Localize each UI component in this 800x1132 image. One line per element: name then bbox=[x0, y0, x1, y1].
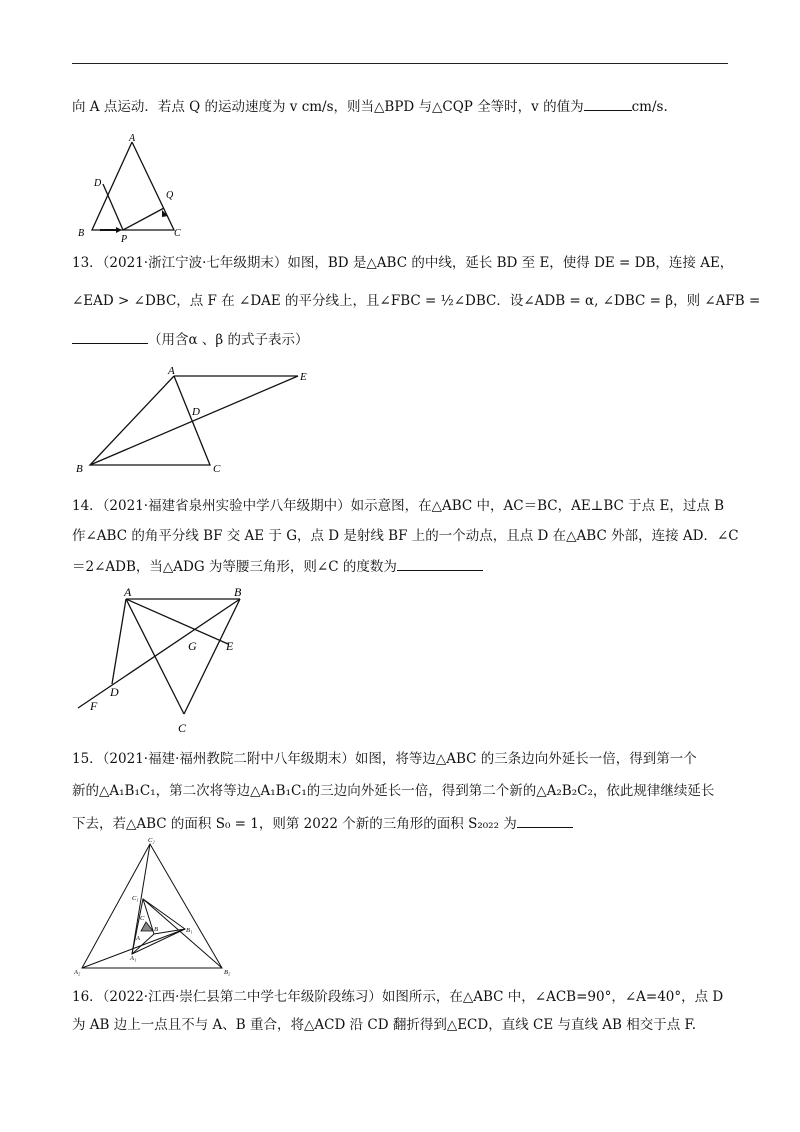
q13-text-2: ∠EAD > ∠DBC，点 F 在 ∠DAE 的平分线上，且∠FBC = ½∠DBC．设∠ADB = α, ∠DBC = β，则 ∠AFB = bbox=[72, 293, 761, 309]
header-rule bbox=[72, 63, 728, 64]
q15-text-3: 下去，若△ABC 的面积 S₀ = 1，则第 2022 个新的三角形的面积 S₂₀₂₂ 为 bbox=[72, 816, 517, 832]
answer-blank bbox=[584, 97, 632, 111]
q15-line-1 bbox=[72, 750, 697, 768]
q15-label-B2: B₂ bbox=[224, 969, 231, 976]
q12-label-C: C bbox=[174, 228, 181, 239]
q12-label-D: D bbox=[94, 178, 102, 189]
q14-text-2: 作∠ABC 的角平分线 BF 交 AE 于 G，点 D 是射线 BF 上的一个动点，且点 D 在△ABC 外部，连接 AD．∠C bbox=[72, 528, 739, 544]
q15-label-C2: C₂ bbox=[148, 837, 155, 844]
q12-text: 向 A 点运动．若点 Q 的运动速度为 v cm/s，则当△BPD 与△CQP 全等时，v 的值为 bbox=[72, 99, 584, 115]
q12-label-P: P bbox=[121, 234, 128, 244]
q12-label-Q: Q bbox=[166, 190, 174, 201]
q14-figure bbox=[72, 582, 282, 742]
q12-figure bbox=[76, 132, 186, 244]
q14-label-D: D bbox=[110, 685, 119, 699]
q13-line-2 bbox=[72, 292, 760, 310]
q16-line-1 bbox=[72, 988, 723, 1006]
q14-label-F: F bbox=[90, 699, 98, 713]
q13-text-1: 13．（2021·浙江宁波·七年级期末）如图，BD 是△ABC 的中线，延长 BD 至 E，使得 DE = DB，连接 AE， bbox=[72, 255, 734, 271]
q15-label-C: C bbox=[140, 915, 145, 922]
q15-text-1: 15．（2021·福建·福州教院二附中八年级期末）如图，将等边△ABC 的三条边向外延长一倍，得到第一个 bbox=[72, 751, 697, 767]
q14-line-1 bbox=[72, 497, 724, 515]
q14-label-B: B bbox=[234, 585, 242, 599]
q15-text-2: 新的△A₁B₁C₁，第二次将等边△A₁B₁C₁的三边向外延长一倍，得到第二个新的△A₂B₂C₂，依此规律继续延长 bbox=[72, 783, 715, 799]
q13-label-C: C bbox=[213, 463, 221, 475]
answer-blank bbox=[517, 814, 573, 828]
q13-line-3 bbox=[72, 330, 309, 349]
q15-line-3 bbox=[72, 814, 573, 833]
q15-label-B: B bbox=[154, 926, 158, 933]
q15-label-A2: A₂ bbox=[74, 969, 81, 976]
q13-label-A: A bbox=[168, 365, 175, 377]
q13-text-3: （用含α 、β 的式子表示） bbox=[148, 332, 309, 348]
q16-line-2 bbox=[72, 1016, 696, 1034]
q16-text-1: 16．（2022·江西·崇仁县第二中学七年级阶段练习）如图所示，在△ABC 中，∠ACB=90°，∠A=40°，点 D bbox=[72, 989, 724, 1005]
q13-line-1 bbox=[72, 254, 733, 272]
q12-line-1 bbox=[72, 97, 668, 116]
q14-text-3: ＝2∠ADB，当△ADG 为等腰三角形，则∠C 的度数为 bbox=[72, 559, 397, 575]
q14-text-1: 14．（2021·福建省泉州实验中学八年级期中）如示意图，在△ABC 中，AC＝BC，AE⊥BC 于点 E，过点 B bbox=[72, 498, 725, 514]
q15-figure bbox=[74, 836, 244, 978]
q13-label-B: B bbox=[76, 463, 83, 475]
q14-label-C: C bbox=[178, 721, 187, 735]
q15-label-A1: A₁ bbox=[130, 955, 137, 962]
q12-label-A: A bbox=[129, 133, 136, 144]
q14-label-E: E bbox=[226, 639, 234, 653]
q13-label-D: D bbox=[192, 406, 200, 418]
q13-figure bbox=[74, 362, 324, 478]
answer-blank bbox=[397, 557, 483, 571]
q12-label-B: B bbox=[78, 228, 85, 239]
q14-label-G: G bbox=[188, 639, 197, 653]
q15-line-2 bbox=[72, 782, 714, 800]
q14-label-A: A bbox=[124, 585, 132, 599]
q15-label-C1: C₁ bbox=[132, 895, 139, 902]
q14-line-3 bbox=[72, 557, 483, 576]
q16-text-2: 为 AB 边上一点且不与 A、B 重合，将△ACD 沿 CD 翻折得到△ECD，直线 CE 与直线 AB 相交于点 F. bbox=[72, 1017, 697, 1033]
q15-label-B1: B₁ bbox=[186, 927, 193, 934]
q12-unit: cm/s. bbox=[631, 99, 668, 115]
answer-blank bbox=[72, 330, 148, 344]
q14-line-2 bbox=[72, 527, 739, 545]
q13-label-E: E bbox=[300, 371, 307, 383]
q15-label-A: A bbox=[136, 935, 140, 942]
